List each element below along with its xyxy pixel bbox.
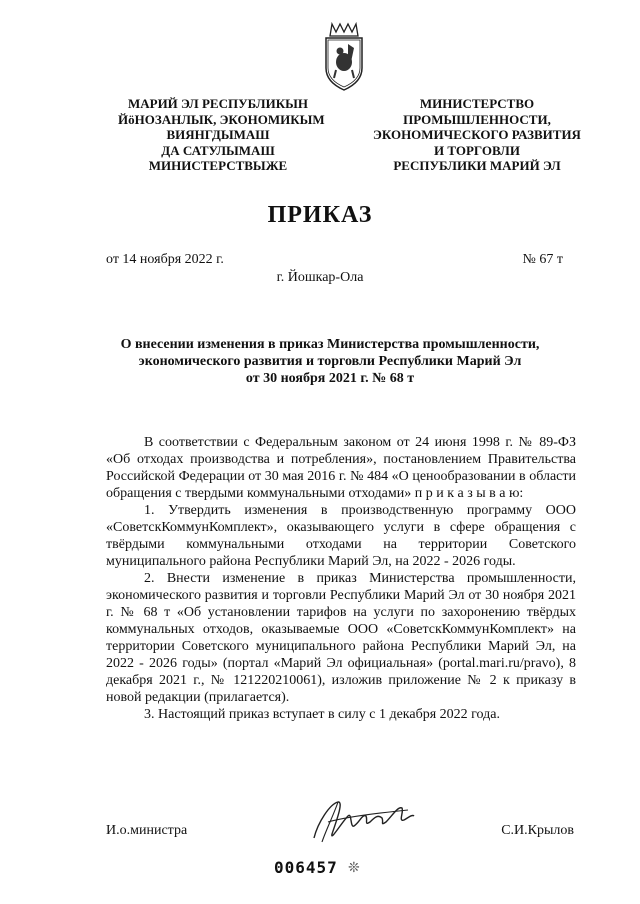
body-paragraph: В соответствии с Федеральным законом от 24 июня 1998 г. № 89-ФЗ «Об отходах производства и потребления», постановлением Правительства Российской Федерации от 30 мая 2016 г. № 484 «О ценообразовании в области обращения с твердыми коммунальными отходами» п р и к а з ы в а ю: [106, 435, 576, 501]
coat-of-arms-emblem [318, 18, 370, 92]
body-paragraph: 1. Утвердить изменения в производственную программу ООО «СоветскКоммунКомплект», оказывающего услуги в сфере обращения с твёрдыми коммунальными отходами на территории Советского муниципального района Республики Марий Эл, на 2022 - 2026 годы. [106, 503, 576, 569]
document-date: от 14 ноября 2022 г. [106, 252, 224, 267]
ornament-icon: ❊ [348, 861, 360, 876]
serial-number: 006457 [274, 858, 338, 877]
header-right-block [368, 96, 586, 174]
header-left-line: МИНИСТЕРСТВЫЖЕ [148, 158, 288, 173]
header-right-line: МИНИСТЕРСТВО [419, 96, 535, 111]
body-paragraph: 2. Внести изменение в приказ Министерства промышленности, экономического развития и торговли Республики Марий Эл от 30 ноября 2021 г. № 68 т «Об установлении тарифов на услуги по захоронению твёрдых коммунальных отходов, оказываемые ООО «СоветскКоммунКомплект» на территории Советского муниципального района Республики Марий Эл, на 2022 - 2026 годы» (портал «Марий Эл официальная» (portal.mari.ru/pravo), 8 декабря 2021 г., № 121220210061), изложив приложение № 2 к приказу в новой редакции (прилагается). [106, 571, 576, 705]
handwritten-signature [308, 792, 420, 848]
signer-name: С.И.Крылов [501, 823, 574, 838]
body-paragraph: 3. Настоящий приказ вступает в силу с 1 декабря 2022 года. [144, 707, 500, 722]
document-city: г. Йошкар-Ола [276, 270, 364, 285]
header-left-line: ВИЯНГДЫМАШ [166, 127, 270, 142]
subject-line: экономического развития и торговли Республики Марий Эл [138, 354, 522, 369]
header-left-line: ЙӧНОЗАНЛЫК, ЭКОНОМИКЫМ [118, 111, 325, 127]
subject-line: О внесении изменения в приказ Министерства промышленности, [120, 337, 540, 352]
document-subject [100, 336, 560, 387]
document-number: № 67 т [522, 252, 563, 267]
signer-position: И.о.министра [106, 823, 188, 838]
subject-line: от 30 ноября 2021 г. № 68 т [245, 371, 415, 386]
document-body [106, 434, 576, 723]
header-left-line: МАРИЙ ЭЛ РЕСПУБЛИКЫН [127, 96, 309, 111]
header-right-line: ЭКОНОМИЧЕСКОГО РАЗВИТИЯ [373, 127, 581, 142]
document-title: ПРИКАЗ [267, 202, 373, 228]
header-left-block [118, 96, 325, 174]
header-left-line: ДА САТУЛЫМАШ [161, 142, 275, 158]
header-right-line: РЕСПУБЛИКИ МАРИЙ ЭЛ [393, 158, 561, 173]
header-right-line: И ТОРГОВЛИ [434, 142, 520, 158]
header-right-line: ПРОМЫШЛЕННОСТИ, [403, 111, 551, 127]
